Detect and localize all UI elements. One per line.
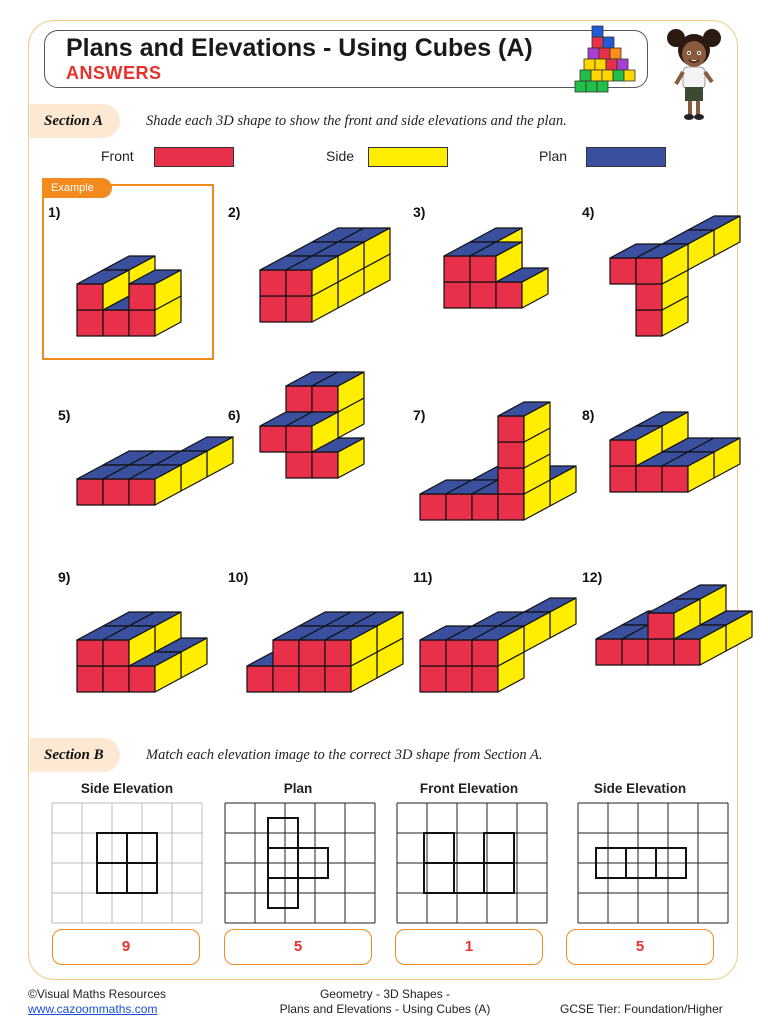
section-b-label: Section B: [30, 738, 120, 772]
grid-title: Side Elevation: [80, 781, 174, 796]
footer-website-link[interactable]: www.cazoommaths.com: [28, 1002, 158, 1016]
question-number: 10): [228, 569, 249, 585]
question-number: 11): [413, 569, 433, 585]
grid-title: Side Elevation: [593, 781, 687, 796]
footer-website-wrap: [28, 1002, 157, 1016]
question-number: 1): [48, 204, 61, 220]
answer-box[interactable]: 5: [566, 929, 714, 965]
key-plan-label: Plan: [539, 148, 568, 164]
elevation-cell: [484, 863, 514, 893]
elevation-cell: [484, 833, 514, 863]
question-number: 8): [582, 407, 595, 423]
question-number: 7): [413, 407, 426, 423]
answers-label: ANSWERS: [66, 63, 162, 83]
elevation-cell: [424, 833, 454, 863]
answer-box[interactable]: 5: [224, 929, 372, 965]
section-a-instruction: Shade each 3D shape to show the front and side elevations and the plan.: [146, 113, 567, 129]
question-number: 12): [582, 569, 603, 585]
answer-box[interactable]: 1: [395, 929, 543, 965]
question-number: 4): [582, 204, 595, 220]
page-title: Plans and Elevations - Using Cubes (A): [66, 34, 533, 62]
elevation-cell: [424, 863, 454, 893]
question-number: 2): [228, 204, 241, 220]
grid-title: Front Elevation: [419, 781, 519, 796]
key-side-label: Side: [326, 148, 355, 164]
footer-tier: GCSE Tier: Foundation/Higher: [560, 1002, 723, 1016]
question-number: 3): [413, 204, 426, 220]
footer-topic-line1: Geometry - 3D Shapes -: [319, 987, 451, 1001]
footer-copyright: ©Visual Maths Resources: [28, 987, 167, 1001]
question-number: 9): [58, 569, 71, 585]
section-b-instruction: Match each elevation image to the correct 3D shape from Section A.: [146, 747, 543, 763]
footer-topic-line2: Plans and Elevations - Using Cubes (A): [279, 1002, 491, 1016]
question-number: 5): [58, 407, 71, 423]
key-front-label: Front: [101, 148, 134, 164]
question-number: 6): [228, 407, 241, 423]
answer-box[interactable]: 9: [52, 929, 200, 965]
grid-title: Plan: [283, 781, 313, 796]
section-a-label: Section A: [30, 104, 120, 138]
example-tag: Example: [42, 178, 112, 198]
elevation-cell: [454, 863, 484, 893]
